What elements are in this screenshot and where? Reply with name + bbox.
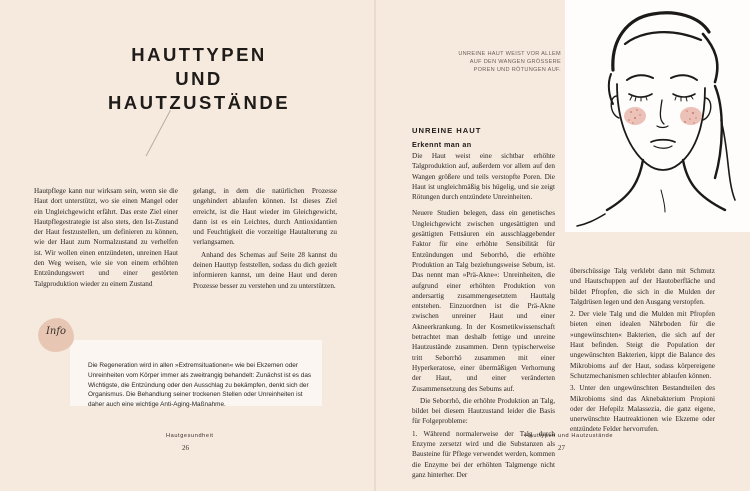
right-column-2 (570, 266, 715, 437)
paragraph: überschüssige Talg verklebt dann mit Schmutz und Hautschuppen auf der Hautoberfläche und bildet Pfropfen, die sich in die Mulden der Talgdrüsen legen und den Ausgang verstopfen. (570, 267, 715, 306)
page-number-left: 26 (182, 444, 189, 452)
paragraph: Neuere Studien belegen, dass ein genetisches Ungleichgewicht zwischen ungesättigten und gesättigten Fettsäuren ein ausschlaggebender Faktor für eine erhöhte Sensibilität für Entzündungen und Seborrhö, die erhöhte Produktion an Talg beziehungsweise Sebum, ist. Das nennt man »Prä-Akne«: Unreinheiten, die aufgrund einer erhöhten Produktion von andersartig zusammengesetztem Hauttalg entstehen. Einzuordnen ist die Prä-Akne zwischen unreiner Haut und einer Akneerkrankung. In der Kosmetikwissenschaft betrachtet man deshalb fettige und unreine Hautzustände zusammen. Denn typischerweise tritt Seborrhö zusammen mit einer Hyperkeratose, einer übermäßigen Verhornung der Haut, und einer veränderten Zusammensetzung des Sebums auf. (412, 209, 555, 393)
footer-label-left: Hautgesundheit (166, 433, 214, 439)
page-title (104, 43, 294, 115)
info-badge (38, 318, 74, 352)
section-heading: UNREINE HAUT (412, 126, 482, 135)
paragraph: Hautpflege kann nur wirksam sein, wenn sie die Haut dort unterstützt, wo sie einen Mangel oder ein Ungleichgewicht erfährt. Das erste Ziel einer Hautpflegestrategie ist also stets, den Ist-Zustand der Haut festzustellen, um definieren zu können, wie der Haut zum Normalzustand zu verhelfen ist. Wir wollen einen entzündeten, unreinen Haut den Weg weisen, wie sie von einem erhöhten Entzündungswert und einer gestörten Talgproduktion wieder zu einem Zustand (34, 187, 178, 288)
paragraph: 2. Der viele Talg und die Mulden mit Pfropfen bieten einen idealen Nährboden für die »ungewünschten« Bakterien, die sich auf der Haut befinden. Steigt die Population der ungewünschten Bakterien, kippt die Balance des Mikrobioms auf der Haut, sodass körpereigene Schutzmechanismen schlechter ablaufen können. (570, 310, 715, 380)
paragraph: 3. Unter den ungewünschten Bestandteilen des Mikrobioms sind das Aknebakterium Propioni oder der Hefepilz Malassezia, die ganz eigene, unerwünschte Hautreaktionen wie Ekzeme oder entzündete Felder hervorrufen. (570, 384, 715, 434)
title-line-1: HAUTTYPEN UND (131, 44, 267, 89)
paragraph: 1. Während normalerweise der Talg durch Enzyme zersetzt wird und die Substanzen als Bausteine für Pflege verwendet werden, kommen die Enzyme bei der erhöhten Talgmenge nicht ganz hinterher. Der (412, 429, 555, 479)
left-column-1 (34, 186, 178, 291)
face-illustration (565, 0, 750, 232)
illustration-panel (565, 0, 750, 232)
sub-heading: Erkennt man an (412, 140, 472, 149)
footer-label-right: Hauttypen und Hautzustände (525, 433, 614, 439)
paragraph: Die Haut weist eine sichtbar erhöhte Talgproduktion auf, außerdem vor allem auf den Wangen größere und teils verstopfte Poren. Die Haut ist ungleichmäßig bis hügelig, und sie zeigt Rötungen durch entzündete Unreinheiten. (412, 152, 555, 202)
book-gutter (374, 0, 376, 491)
paragraph: Anhand des Schemas auf Seite 28 kannst du deinen Hauttyp feststellen, sodass du dich gezielt informieren kannst, um deine Haut und deren Prozesse besser zu verstehen und zu unterstützen. (193, 250, 337, 290)
paragraph: gelangt, in dem die natürlichen Prozesse ungehindert ablaufen können. Ist dieses Ziel erreicht, ist die Haut wieder im Gleichgewicht, dann ist es ein Leichtes, durch Antioxidantien und Feuchtigkeit die vorzeitige Hautalterung zu verlangsamen. (193, 187, 337, 247)
title-line-2: HAUTZUSTÄNDE (107, 92, 291, 113)
illustration-caption: UNREINE HAUT WEIST VOR ALLEM AUF DEN WANGEN GRÖSSERE POREN UND RÖTUNGEN AUF. (458, 51, 561, 74)
left-column-2 (193, 186, 337, 293)
info-text: Die Regeneration wird in allen »Extremsituationen« wie bei Ekzemen oder Unreinheiten vom Körper immer als zweitrangig behandelt: Zunächst ist es das Wichtigste, die Entzündung oder den Ausschlag zu bekämpfen, denkt sich der Organismus. Die Behandlung seiner trockenen Stellen oder Unreinheiten ist daher auch eine wichtige Anti-Aging-Maßnahme. (88, 362, 312, 409)
page-number-right: 27 (558, 444, 565, 452)
info-badge-label: Info (45, 326, 67, 337)
paragraph: Die Seborrhö, die erhöhte Produktion an Talg, bildet bei diesem Hautzustand leider die Basis für Folgeprobleme: (412, 396, 555, 426)
